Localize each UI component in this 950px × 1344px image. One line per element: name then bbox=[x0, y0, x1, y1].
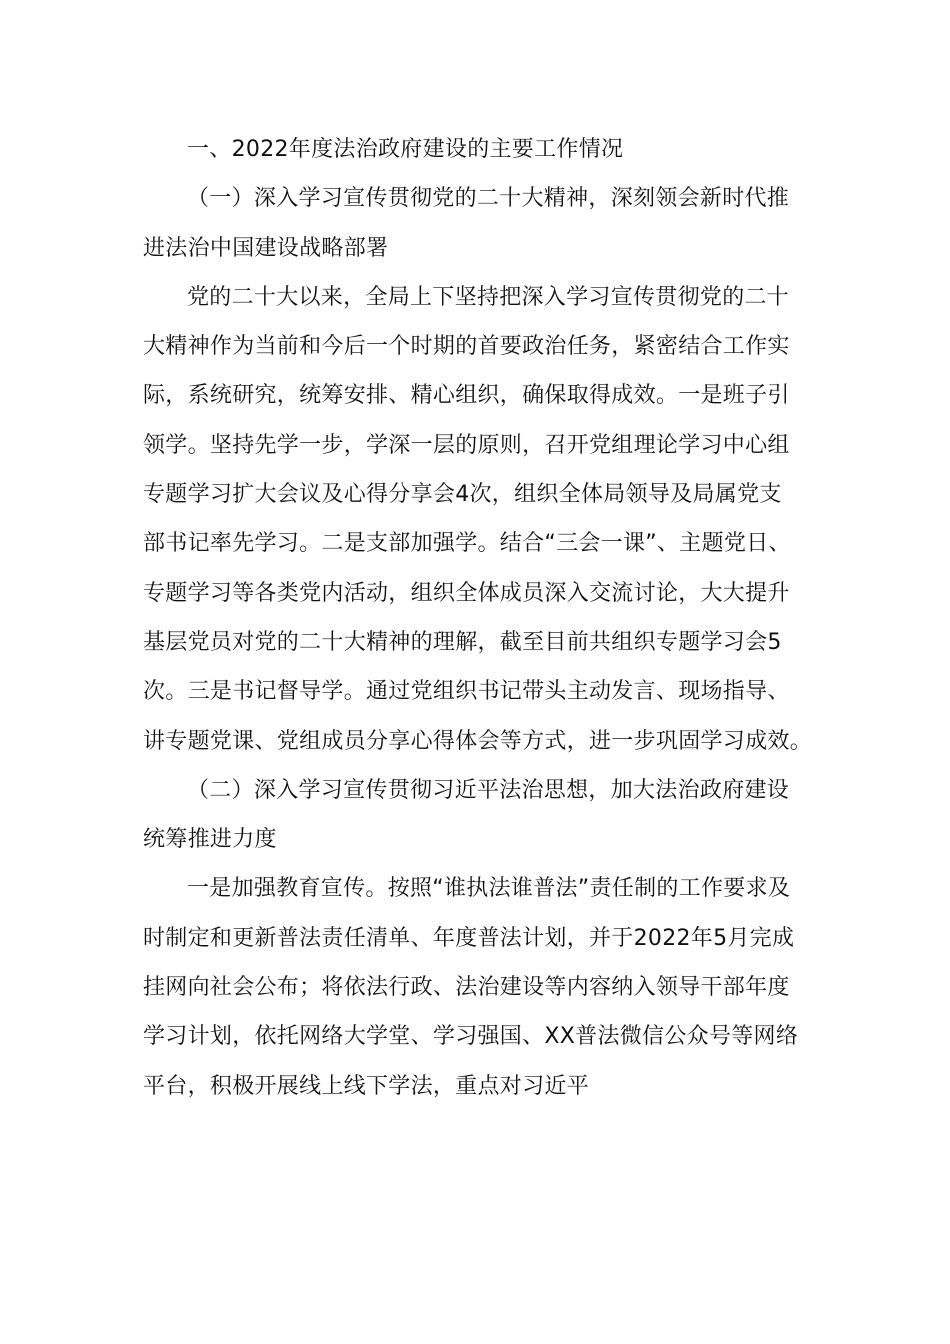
document-body bbox=[143, 125, 813, 1111]
heading-1-text: 一、2022年度法治政府建设的主要工作情况 bbox=[187, 137, 624, 162]
section-2-title-line: （二）深入学习宣传贯彻习近平法治思想，加大法治政府建设 bbox=[187, 777, 790, 803]
body-line: 大精神作为当前和今后一个时期的首要政治任务，紧密结合工作实 bbox=[143, 334, 790, 360]
body-line: 专题学习扩大会议及心得分享会4次，组织全体局领导及局属党支 bbox=[143, 482, 782, 508]
body-line: 讲专题党课、党组成员分享心得体会等方式，进一步巩固学习成效。 bbox=[143, 728, 813, 754]
body-line: 部书记率先学习。二是支部加强学。结合“三会一课”、主题党日、 bbox=[143, 531, 791, 557]
section-2-title bbox=[143, 766, 809, 865]
section-1-title-line: 进法治中国建设战略部署 bbox=[143, 235, 389, 261]
body-line: 时制定和更新普法责任清单、年度普法计划，并于2022年5月完成 bbox=[143, 925, 795, 951]
section-1-title bbox=[143, 174, 809, 273]
body-line: 领学。坚持先学一步，学深一层的原则，召开党组理论学习中心组 bbox=[143, 432, 790, 458]
section-1-body bbox=[143, 273, 813, 766]
body-line: 专题学习等各类党内活动，组织全体成员深入交流讨论，大大提升 bbox=[143, 580, 790, 606]
body-line: 次。三是书记督导学。通过党组织书记带头主动发言、现场指导、 bbox=[143, 679, 790, 705]
heading-1 bbox=[143, 125, 809, 174]
body-line: 学习计划，依托网络大学堂、学习强国、XX普法微信公众号等网络 bbox=[143, 1024, 799, 1050]
body-line: 一是加强教育宣传。按照“谁执法谁普法”责任制的工作要求及 bbox=[187, 876, 791, 902]
body-line: 基层党员对党的二十大精神的理解，截至目前共组织专题学习会5 bbox=[143, 629, 782, 655]
body-line: 际，系统研究，统筹安排、精心组织，确保取得成效。一是班子引 bbox=[143, 383, 790, 409]
section-1-title-line: （一）深入学习宣传贯彻党的二十大精神，深刻领会新时代推 bbox=[187, 186, 790, 212]
body-line: 党的二十大以来，全局上下坚持把深入学习宣传贯彻党的二十 bbox=[187, 284, 790, 310]
section-2-body bbox=[143, 864, 809, 1110]
body-line: 平台，积极开展线上线下学法，重点对习近平 bbox=[143, 1073, 590, 1099]
body-line: 挂网向社会公布；将依法行政、法治建设等内容纳入领导干部年度 bbox=[143, 975, 790, 1001]
section-2-title-line: 统筹推进力度 bbox=[143, 827, 277, 853]
